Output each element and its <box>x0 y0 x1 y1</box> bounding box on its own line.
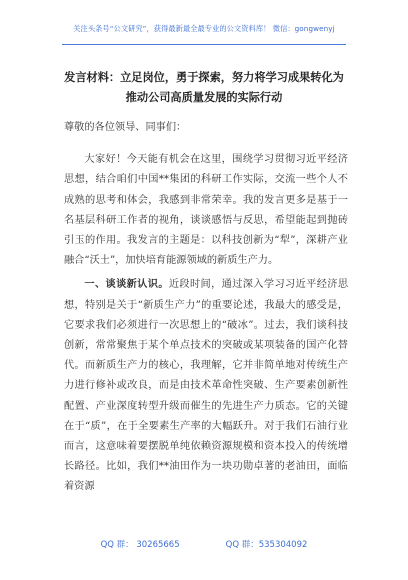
footer-qq-group-1: QQ 群： 30265665 <box>100 540 180 550</box>
footer-qq-group-2: QQ 群：535304092 <box>225 540 308 550</box>
greeting: 尊敬的各位领导、同事们： <box>64 122 187 133</box>
title-line-2: 推动公司高质量发展的实际行动 <box>125 91 283 104</box>
section-body: 近段时间，通过深入学习习近平经济思想，特别是关于“新质生产力”的重要论述，我最大的感受是，它要求我们必须进行一次思想上的“破冰”。过去，我们谈科技创新，常常聚焦于某个单点技术的突破或某项装备的国产化替代。而新质生产力的核心，我理解，它并非简单地对传统生产力进行修补或改良，而是由技术革命性突破、生产要素创新性配置、产业深度转型升级而催生的先进生产力质态。它的关键在于“质”，在于全要素生产率的大幅跃升。对于我们石油行业而言，这意味着要摆脱单纯依赖资源规模和资本投入的传统增长路径。比如，我们**油田作为一块功勋卓著的老油田，面临着资源 <box>64 279 349 493</box>
document-body <box>64 118 348 498</box>
footer-contact <box>0 538 408 550</box>
header-divider <box>62 44 346 45</box>
header-promo-note: 关注头条号“公文研究”，获得最新最全最专业的公文资料库！ 微信：gongwenyj <box>73 24 335 33</box>
paragraph-opening: 大家好！今天能有机会在这里，围绕学习贯彻习近平经济思想，结合咱们中国**集团的科研工作实际，交流一些个人不成熟的思考和体会，我感到非常荣幸。我的发言更多是基于一名基层科研工作者的视角，谈谈感悟与反思，希望能起到抛砖引玉的作用。我发言的主题是：以科技创新为“犁”，深耕产业融合“沃土”，加快培育能源领域的新质生产力。 <box>64 154 348 267</box>
paragraph-new-understanding <box>64 275 348 497</box>
section-heading: 一、谈谈新认识。 <box>84 279 169 291</box>
title-line-1: 发言材料：立足岗位，勇于探索，努力将学习成果转化为 <box>64 71 344 84</box>
document-title <box>64 68 344 108</box>
